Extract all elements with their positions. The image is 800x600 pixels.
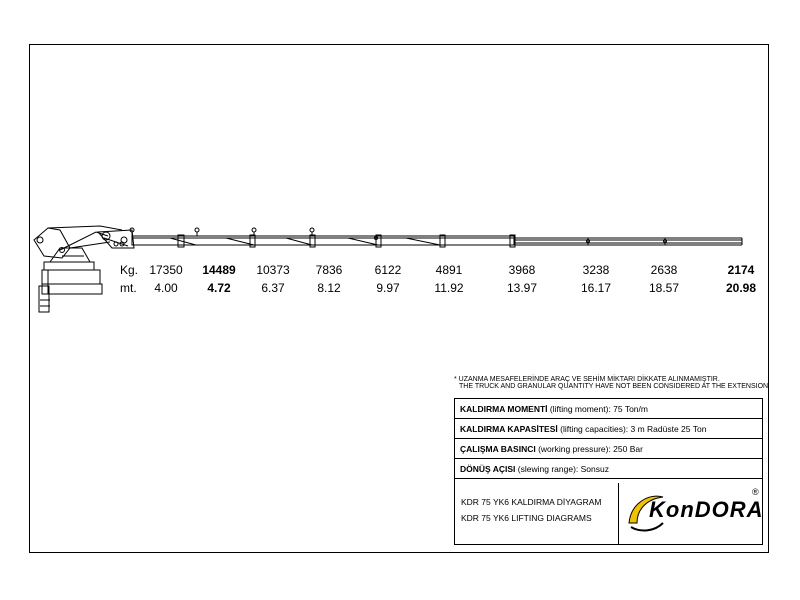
spec-lifting-capacity — [455, 419, 762, 439]
reach-value: 16.17 — [580, 281, 612, 295]
note-turkish: * UZANMA MESAFELERİNDE ARAÇ VE SEHİM MİKTARI DİKKATE ALINMAMIŞTIR. — [454, 376, 720, 383]
capacity-value: 2638 — [650, 263, 678, 277]
title-block — [455, 483, 762, 545]
spec-working-pressure-value: (working pressure): 250 Bar — [535, 444, 643, 454]
registered-mark: ® — [752, 487, 759, 497]
reach-value: 8.12 — [317, 281, 341, 295]
capacity-value: 7836 — [315, 263, 343, 277]
crane-arm — [34, 226, 134, 258]
reach-value: 20.98 — [725, 281, 757, 295]
title-turkish: KDR 75 YK6 KALDIRMA DİYAGRAM — [461, 497, 602, 507]
reach-value: 6.37 — [261, 281, 285, 295]
spec-slewing-range-label: DÖNÜŞ AÇISI — [460, 464, 516, 474]
crane-base — [39, 248, 102, 312]
reach-value: 4.00 — [154, 281, 178, 295]
title-english: KDR 75 YK6 LIFTING DIAGRAMS — [461, 513, 592, 523]
reach-value: 18.57 — [648, 281, 680, 295]
mt-row-label: mt. — [120, 281, 137, 295]
spec-slewing-range — [455, 459, 762, 479]
capacity-value: 3968 — [508, 263, 536, 277]
brand-name: KonDORA — [649, 497, 764, 522]
spec-lifting-moment — [455, 399, 762, 419]
spec-working-pressure — [455, 439, 762, 459]
spec-lifting-moment-label: KALDIRMA MOMENTİ — [460, 404, 548, 414]
reach-value: 13.97 — [506, 281, 538, 295]
capacity-value: 3238 — [582, 263, 610, 277]
spec-lifting-moment-value: (lifting moment): 75 Ton/m — [547, 404, 648, 414]
brand-logo — [625, 487, 764, 541]
kg-row-label: Kg. — [120, 263, 139, 277]
spec-lifting-capacity-value: (lifting capacities): 3 m Radüste 25 Ton — [557, 424, 707, 434]
capacity-value: 14489 — [202, 263, 236, 277]
capacity-value: 6122 — [374, 263, 402, 277]
capacity-value: 10373 — [256, 263, 290, 277]
boom-sections — [132, 235, 742, 247]
capacity-value: 2174 — [727, 263, 755, 277]
reach-value: 11.92 — [434, 281, 464, 295]
note-english: THE TRUCK AND GRANULAR QUANTITY HAVE NOT BEEN CONSIDERED AT THE EXTENSION — [459, 383, 769, 390]
spec-lifting-capacity-label: KALDIRMA KAPASİTESİ — [460, 424, 558, 434]
reach-value: 4.72 — [207, 281, 231, 295]
capacity-value: 17350 — [149, 263, 183, 277]
capacity-value: 4891 — [435, 263, 463, 277]
spec-working-pressure-label: ÇALIŞMA BASINCI — [460, 444, 536, 454]
reach-value: 9.97 — [376, 281, 400, 295]
title-text-block — [455, 483, 619, 545]
spec-table — [454, 398, 763, 545]
spec-slewing-range-value: (slewing range): Sonsuz — [515, 464, 609, 474]
